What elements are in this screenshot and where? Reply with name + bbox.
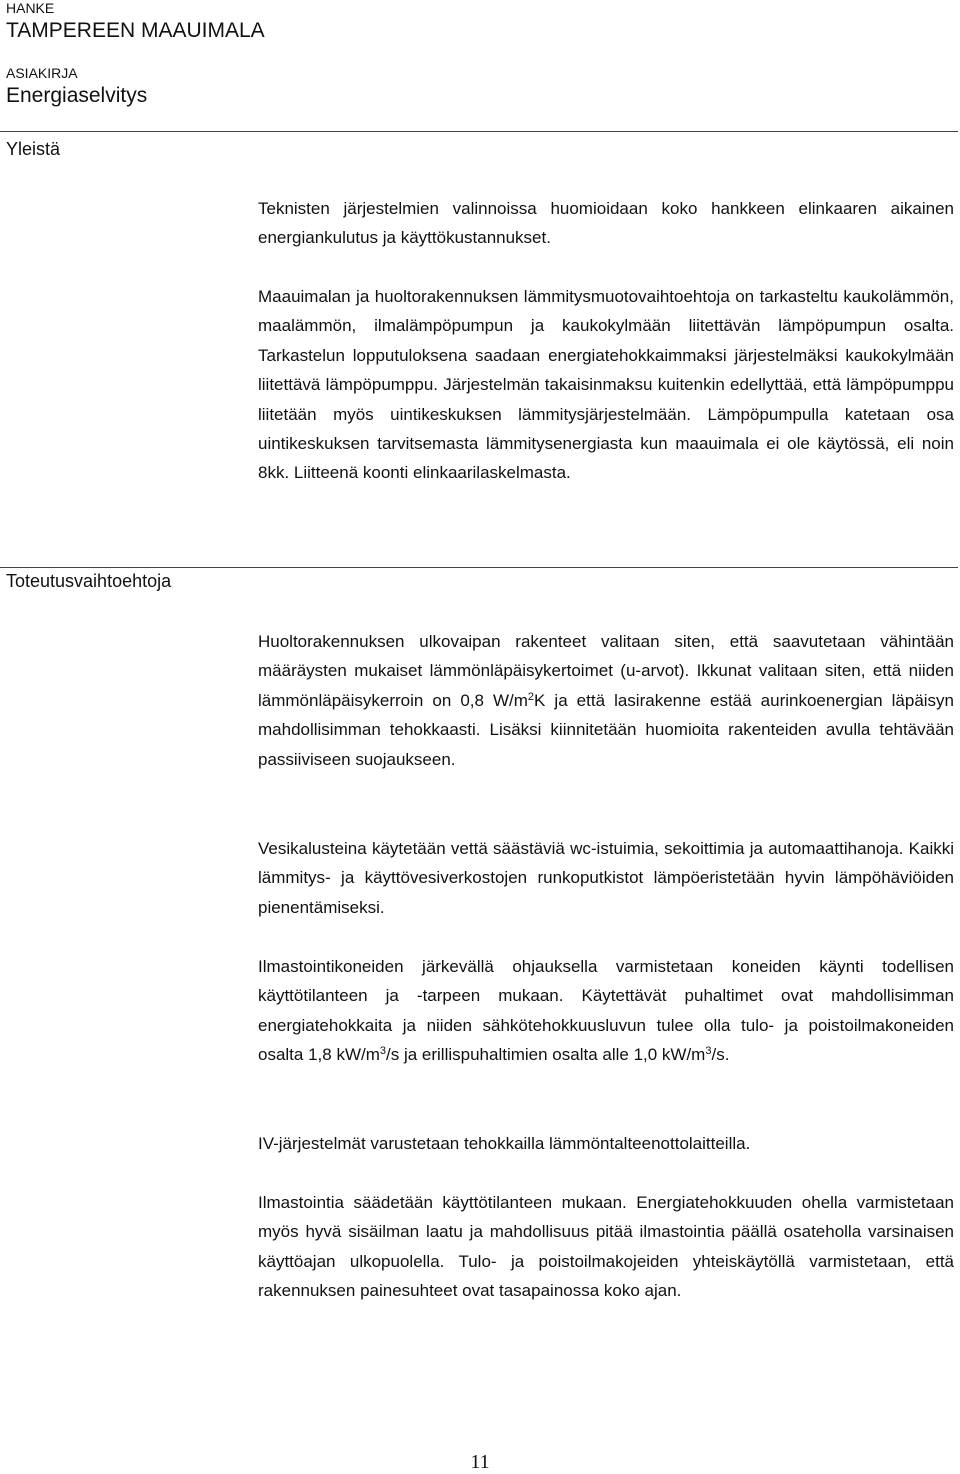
page-number: 11 [470, 1451, 490, 1473]
section-title-yleista: Yleistä [6, 139, 61, 159]
paragraph-text: /s ja erillispuhaltimien osalta alle 1,0 kW/m [386, 1045, 706, 1065]
paragraph [258, 1129, 954, 1158]
superscript: 2 [527, 690, 535, 703]
superscript: 3 [705, 1045, 712, 1058]
paragraph-text: Ilmastointia säädetään käyttötilanteen mukaan. Energiatehokkuuden ohella varmistetaan myös hyvä sisäilman laatu ja mahdollisuus pitää ilmastointia päällä osateholla varsinaisen käyttöajan ulkopuolella. Tulo- ja poistoilmakojeiden yhteiskäytöllä varmistetaan, että rakennuksen painesuhteet ovat tasapainossa koko ajan. [258, 1193, 954, 1301]
paragraph-text: Vesikalusteina käytetään vettä säästäviä wc-istuimia, sekoittimia ja automaattihanoja. Kaikki lämmitys- ja käyttövesiverkostojen runkoputkistot lämpöeristetään hyvin lämpöhäviöiden pienentämiseksi. [258, 839, 954, 917]
paragraph-text: Huoltorakennuksen ulkovaipan rakenteet valitaan siten, että saavutetaan vähintään määräysten mukaiset lämmönläpäisykertoimet (u-arvot). Ikkunat valitaan siten, että niiden lämmönläpäisykerroin on 0,8 W/m [258, 632, 954, 710]
paragraph-text: Ilmastointikoneiden järkevällä ohjauksella varmistetaan koneiden käynti todellisen käyttötilanteen ja -tarpeen mukaan. Käytettävät puhaltimet ovat mahdollisimman energiatehokkaita ja niiden sähkötehokkuusluvun tulee olla tulo- ja poistoilmakoneiden osalta 1,8 kW/m [258, 957, 954, 1065]
section-title-toteutusvaihtoehtoja: Toteutusvaihtoehtoja [6, 571, 172, 591]
project-label: HANKE [6, 0, 55, 16]
paragraph-text: K ja että lasirakenne estää aurinkoenergian läpäisyn mahdollisimman tehokkaasti. Lisäksi kiinnitetään huomioita rakenteiden avulla tehtävään passiiviseen suojaukseen. [258, 690, 954, 769]
paragraph [258, 627, 954, 774]
paragraph-text: /s. [711, 1045, 730, 1065]
paragraph-text: Maauimalan ja huoltorakennuksen lämmitysmuotovaihtoehtoja on tarkasteltu kaukolämmön, maalämmön, ilmalämpöpumpun ja kaukokylmään liitettävän lämpöpumpun osalta. Tarkastelun lopputuloksena saadaan energiatehokkaimmaksi järjestelmäksi kaukokylmään liitettävä lämpöpumppu. Järjestelmän takaisinmaksu kuitenkin edellyttää, että lämpöpumppu liitetään myös uintikeskuksen lämmitysjärjestelmään. Lämpöpumpulla katetaan osa uintikeskuksen tarvitsemasta lämmitysenergiasta kun maauimala ei ole käytössä, eli noin 8kk. Liitteenä koonti elinkaarilaskelmasta. [258, 287, 954, 483]
document-name: Energiaselvitys [6, 84, 148, 107]
paragraph [258, 282, 954, 488]
section-divider [0, 131, 958, 132]
project-name: TAMPEREEN MAAUIMALA [6, 19, 265, 42]
paragraph [258, 194, 954, 253]
paragraph [258, 952, 954, 1070]
paragraph-text: IV-järjestelmät varustetaan tehokkailla lämmöntalteenottolaitteilla. [258, 1134, 751, 1153]
paragraph [258, 1188, 954, 1306]
document-label: ASIAKIRJA [6, 65, 78, 81]
superscript: 3 [379, 1045, 386, 1058]
paragraph [258, 834, 954, 922]
paragraph-text: Teknisten järjestelmien valinnoissa huomioidaan koko hankkeen elinkaaren aikainen energiankulutus ja käyttökustannukset. [258, 199, 954, 248]
section-divider [0, 567, 958, 568]
